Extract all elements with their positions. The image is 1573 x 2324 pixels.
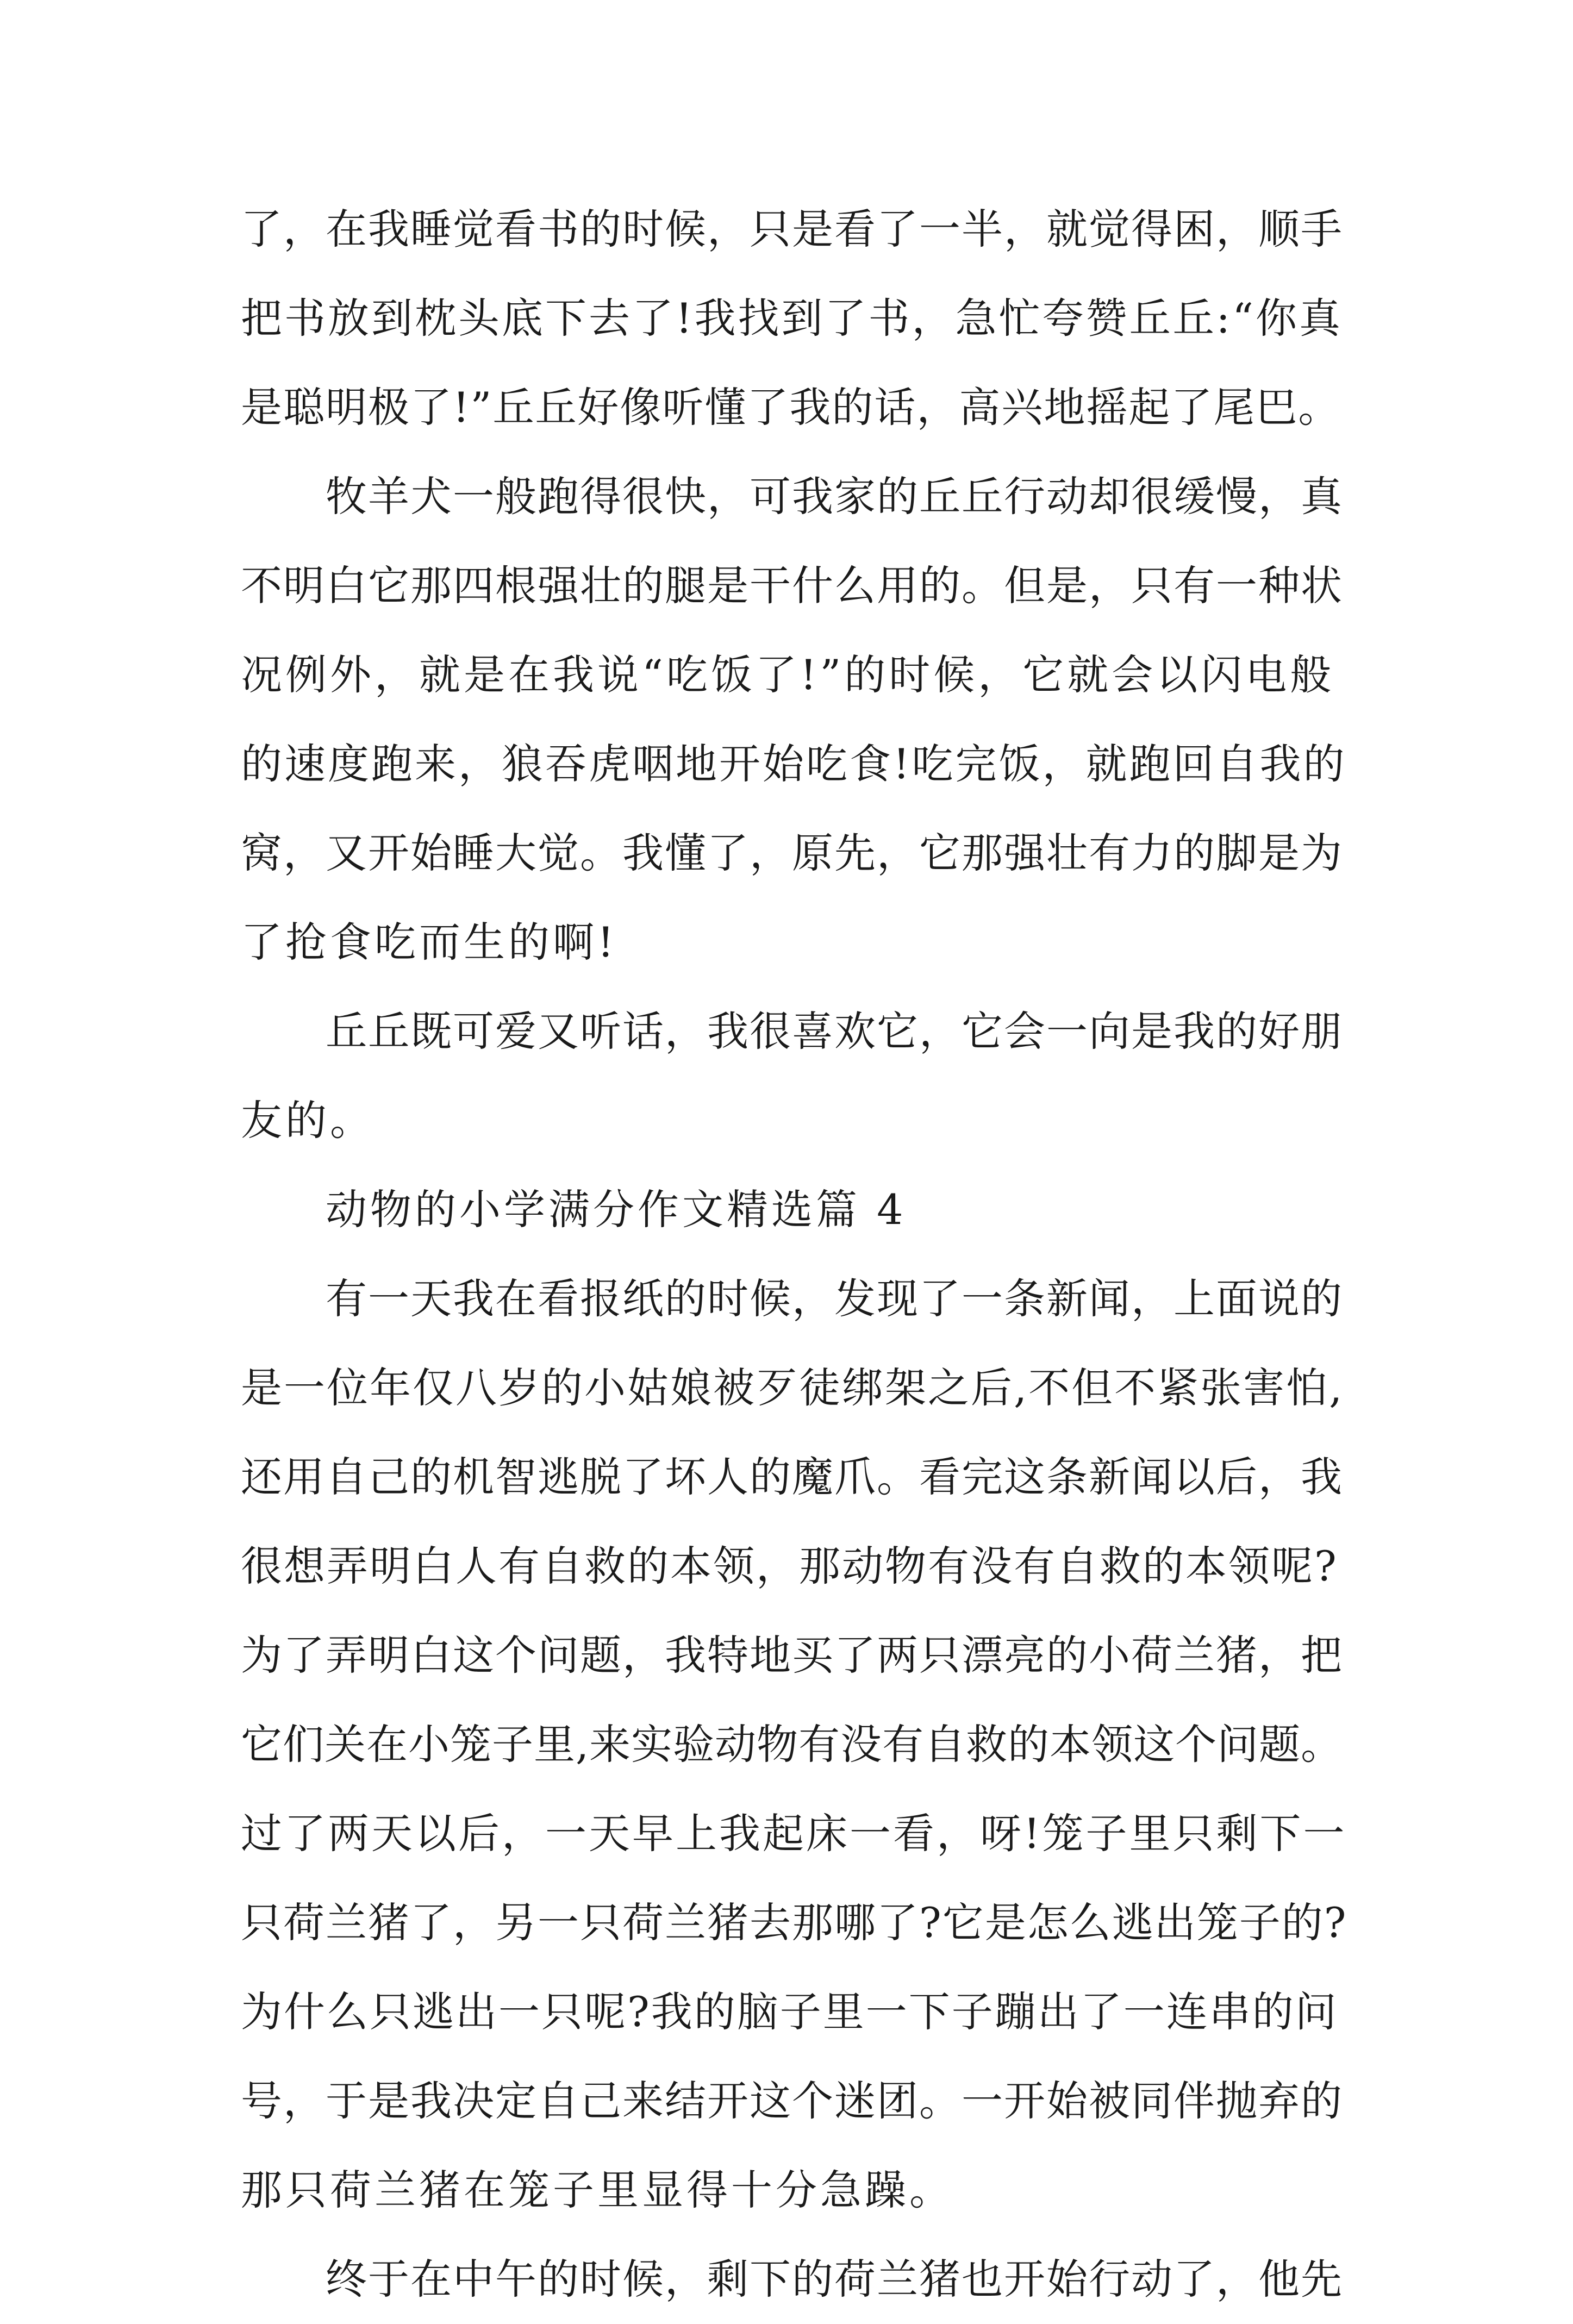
text-line: 为什么只逃出一只呢?我的脑子里一下子蹦出了一连串的问 xyxy=(241,1988,1338,2036)
text-line: 它们关在小笼子里,来实验动物有没有自救的本领这个问题。 xyxy=(241,1720,1343,1769)
text-line: 只荷兰猪了，另一只荷兰猪去那哪了?它是怎么逃出笼子的? xyxy=(241,1898,1347,1947)
text-line: 况例外，就是在我说“吃饭了!”的时候，它就会以闪电般 xyxy=(241,651,1335,699)
text-line: 是一位年仅八岁的小姑娘被歹徒绑架之后,不但不紧张害怕, xyxy=(241,1364,1344,1412)
section-heading: 动物的小学满分作文精选篇 4 xyxy=(326,1185,907,1234)
text-line: 牧羊犬一般跑得很快，可我家的丘丘行动却很缓慢，真 xyxy=(326,472,1343,521)
text-line: 不明白它那四根强壮的腿是干什么用的。但是，只有一种状 xyxy=(241,561,1343,610)
text-line: 有一天我在看报纸的时候，发现了一条新闻，上面说的 xyxy=(326,1275,1343,1323)
text-line: 终于在中午的时候，剩下的荷兰猪也开始行动了，他先 xyxy=(326,2255,1343,2303)
text-line: 丘丘既可爱又听话，我很喜欢它，它会一向是我的好朋 xyxy=(326,1007,1343,1055)
text-line: 过了两天以后，一天早上我起床一看，呀!笼子里只剩下一 xyxy=(241,1809,1347,1858)
text-line: 是聪明极了!”丘丘好像听懂了我的话，高兴地摇起了尾巴。 xyxy=(241,383,1341,432)
text-line: 为了弄明白这个问题，我特地买了两只漂亮的小荷兰猪，把 xyxy=(241,1631,1343,1679)
text-line: 的速度跑来，狼吞虎咽地开始吃食!吃完饭，就跑回自我的 xyxy=(241,740,1347,788)
text-line: 窝，又开始睡大觉。我懂了，原先，它那强壮有力的脚是为 xyxy=(241,829,1343,877)
text-line: 还用自己的机智逃脱了坏人的魔爪。看完这条新闻以后，我 xyxy=(241,1453,1343,1501)
text-line: 号，于是我决定自己来结开这个迷团。一开始被同伴抛弃的 xyxy=(241,2077,1343,2125)
text-line: 了抢食吃而生的啊! xyxy=(241,918,617,966)
text-line: 把书放到枕头底下去了!我找到了书，急忙夸赞丘丘:“你真 xyxy=(241,294,1343,342)
text-line: 了，在我睡觉看书的时候，只是看了一半，就觉得困，顺手 xyxy=(241,205,1343,253)
text-line: 那只荷兰猪在笼子里显得十分急躁。 xyxy=(241,2166,954,2214)
text-line: 友的。 xyxy=(241,1096,374,1145)
body-text xyxy=(241,185,1347,2324)
text-line: 很想弄明白人有自救的本领，那动物有没有自救的本领呢? xyxy=(241,1542,1338,1590)
